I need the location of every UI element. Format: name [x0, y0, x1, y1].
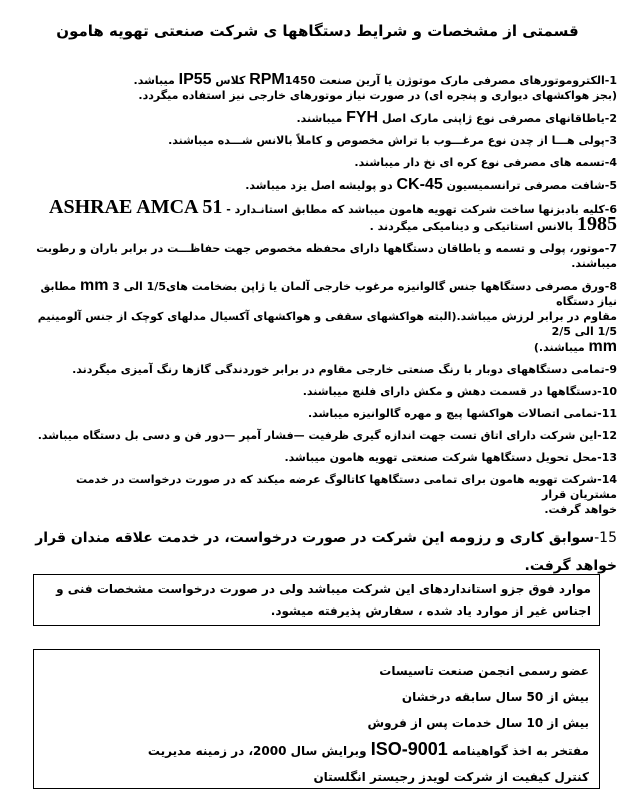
- list-item: [27, 110, 617, 126]
- credential-line: عضو رسمی انجمن صنعت تاسیسات: [379, 664, 589, 678]
- item-text: تمامی دستگاههای دوبار با رنگ صنعتی خارجی مقاوم در برابر خوردندگی گازها رنگ آمیزی میگردند.: [72, 363, 605, 376]
- item-number: 1-: [604, 74, 617, 87]
- item-text: میباشند.): [533, 341, 585, 354]
- item-text: محل تحویل دستگاهها شرکت صنعتی تهویه هامون میباشد.: [284, 451, 598, 464]
- item-text: الکتروموتورهای مصرفی مارک موتوژن یا آرین صنعت: [319, 74, 605, 87]
- item-number: 10-: [597, 385, 617, 398]
- list-item: [27, 241, 617, 271]
- item-text: سوابق کاری و رزومه این شرکت در صورت درخواست، در خدمت علاقه مندان قرار خواهد گرفت.: [35, 530, 617, 574]
- list-item: [27, 406, 617, 421]
- item-emphasis: IP55: [178, 71, 212, 88]
- credential-line: [44, 736, 589, 764]
- list-item: [27, 472, 617, 517]
- item-text: دو پولیشه اصل یزد میباشد.: [245, 179, 393, 192]
- item-text: دستگاهها در قسمت دهش و مکش دارای فلنچ میباشند.: [302, 385, 598, 398]
- item-emphasis: RPM: [249, 71, 285, 88]
- item-subtext: مقاوم در برابر لرزش میباشد.(البته هواکشهای سقفی و هواکشهای آکسیال مدلهای کوچک از جنس آلومینیم 1/5 الی 2/5: [37, 310, 617, 338]
- item-text: تسمه های مصرفی نوع کره ای نخ دار میباشند.: [354, 156, 605, 169]
- item-emphasis: 1985: [577, 213, 617, 235]
- item-subtext: خواهد گرفت.: [544, 503, 617, 516]
- item-emphasis: mm: [80, 277, 109, 294]
- list-item: [27, 72, 617, 103]
- list-item: [27, 177, 617, 193]
- item-number: 7-: [604, 242, 617, 255]
- item-number: 2-: [604, 112, 617, 125]
- item-emphasis: mm: [588, 338, 617, 355]
- item-text: مطابق نیاز دستگاه: [40, 280, 617, 308]
- item-number: 8-: [604, 280, 617, 293]
- credential-line: بیش از 50 سال سابقه درخشان: [401, 690, 589, 704]
- item-number: 3-: [604, 134, 617, 147]
- item-text: میباشند.: [296, 112, 343, 125]
- list-item: [27, 450, 617, 465]
- notice-text: موارد فوق جزو استانداردهای این شرکت میباشد ولی در صورت درخواست مشخصات فنی و اجناس غیر از موارد یاد شده ، سفارش پذیرفته میشود.: [56, 582, 591, 618]
- list-item: [27, 524, 617, 580]
- list-item: [27, 196, 617, 235]
- item-text: شافت مصرفی ترانسمیسیون: [446, 179, 605, 192]
- item-number: 5-: [604, 179, 617, 192]
- list-item: [27, 362, 617, 377]
- item-number: 12-: [597, 429, 617, 442]
- item-subtext: بالانس استاتیکی و دینامیکی میگردند .: [369, 220, 574, 233]
- item-text: کلیه بادبزنها ساخت شرکت تهویه هامون میباشد که مطابق استانـدارد -: [226, 203, 605, 216]
- item-number: 13-: [597, 451, 617, 464]
- item-text: یاطاقانهای مصرفی نوع ژاپنی مارک اصل: [381, 112, 605, 125]
- credentials-box: [33, 649, 600, 789]
- spec-list: [27, 72, 617, 587]
- item-number: 11-: [597, 407, 617, 420]
- item-text: تمامی اتصالات هواکشها پیچ و مهره گالوانیزه میباشد.: [307, 407, 598, 420]
- item-emphasis: CK-45: [396, 176, 443, 193]
- credential-line: کنترل کیفیت از شرکت لویدز رجیستر انگلستان: [313, 770, 589, 784]
- item-text: این شرکت دارای اتاق تست جهت اندازه گیری ظرفیت —فشار آمپر —دور فن و دسی بل دستگاه میباشد.: [37, 429, 598, 442]
- credential-text: وبرایش سال 2000، در زمینه مدیریت: [147, 744, 367, 758]
- page-title: قسمتی از مشخصات و شرایط دستگاهها ی شرکت صنعتی تهویه هامون: [56, 22, 579, 40]
- item-text: موتور، پولی و تسمه و یاطاقان دستگاهها دارای محفظه مخصوص جهت حفاظـــت در برابر باران و رطوبت میباشند.: [36, 242, 617, 270]
- item-subtext: (بجز هواکشهای دیواری و پنجره ای) در صورت نیاز موتورهای خارجی نیز استفاده میگردد.: [138, 89, 617, 102]
- item-emphasis: FYH: [346, 109, 379, 126]
- list-item: [27, 428, 617, 443]
- iso-certificate: ISO-9001: [370, 739, 448, 759]
- item-number: 4-: [604, 156, 617, 169]
- credential-line: بیش از 10 سال خدمات پس از فروش: [367, 716, 589, 730]
- item-text: شرکت تهویه هامون برای تمامی دستگاهها کاتالوگ عرضه میکند که در صورت درخواست در خدمت مشتریان قرار: [75, 473, 617, 501]
- list-item: [27, 133, 617, 148]
- item-number: 9-: [604, 363, 617, 376]
- item-text: 1450 کلاس: [215, 74, 316, 87]
- item-text: پولی هـــا از چدن نوع مرغـــوب با تراش مخصوص و کاملاً بالانس شـــده میباشند.: [168, 134, 605, 147]
- item-number: 15-: [594, 530, 617, 546]
- item-text: ورق مصرفی دستگاهها جنس گالوانیزه مرغوب خارجی آلمان یا ژاپن بضخامت های1/5 الی 3: [112, 280, 605, 293]
- list-item: [27, 278, 617, 355]
- item-number: 14-: [597, 473, 617, 486]
- item-number: 6-: [604, 203, 617, 216]
- item-emphasis: ASHRAE AMCA 51: [49, 196, 223, 218]
- credential-text: مفتخر به اخذ گواهینامه: [451, 744, 589, 758]
- item-text: میباشد.: [133, 74, 179, 87]
- notice-box: [33, 574, 600, 626]
- list-item: [27, 155, 617, 170]
- list-item: [27, 384, 617, 399]
